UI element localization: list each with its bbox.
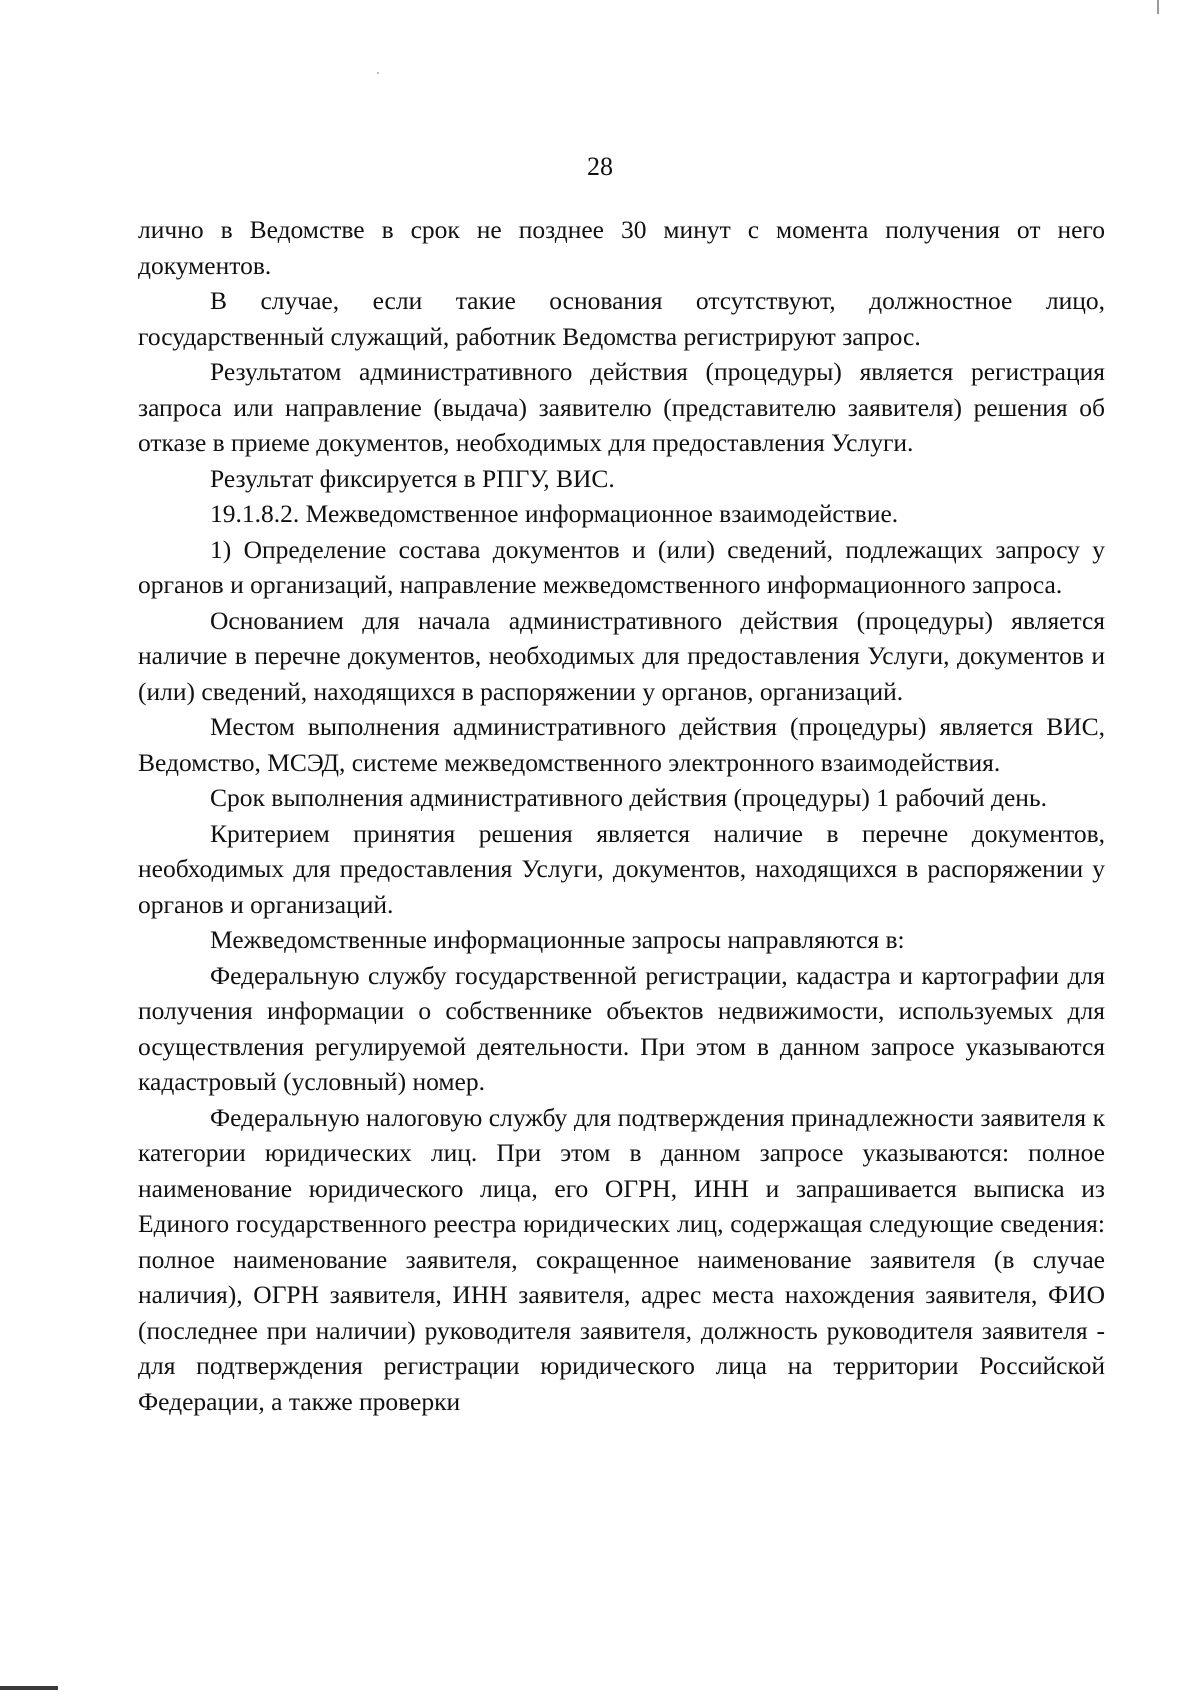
paragraph: Основанием для начала административного действия (процедуры) является наличие в перечне документов, необходимых для предоставления Услуги, документов и (или) сведений, находящихся в распоряжении у органов, организаций.	[138, 605, 1105, 706]
paragraph: Местом выполнения административного действия (процедуры) является ВИС, Ведомство, МСЭД, системе межведомственного электронного взаимодействия.	[138, 712, 1105, 777]
paragraph: Срок выполнения административного действия (процедуры) 1 рабочий день.	[210, 783, 1047, 812]
scan-artifact-edge	[0, 1686, 58, 1690]
section-heading: 19.1.8.2. Межведомственное информационное взаимодействие.	[210, 499, 899, 528]
scan-artifact-dot	[377, 72, 379, 74]
paragraph: Федеральную налоговую службу для подтверждения принадлежности заявителя к категории юридических лиц. При этом в данном запросе указываются: полное наименование юридического лица, его ОГРН, ИНН и запрашивается выписка из Единого государственного реестра юридических лиц, содержащая следующие сведения: полное наименование заявителя, сокращенное наименование заявителя (в случае наличия), ОГРН заявителя, ИНН заявителя, адрес места нахождения заявителя, ФИО (последнее при наличии) руководителя заявителя, должность руководителя заявителя - для подтверждения регистрации юридического лица на территории Российской Федерации, а также проверки	[138, 1102, 1105, 1416]
paragraph: В случае, если такие основания отсутствуют, должностное лицо, государственный служащий, работник Ведомства регистрируют запрос.	[138, 286, 1105, 351]
document-body	[138, 212, 1105, 1419]
scan-artifact-mark	[1157, 0, 1159, 14]
page-number: 28	[587, 152, 613, 181]
paragraph: 1) Определение состава документов и (или) сведений, подлежащих запросу у органов и организаций, направление межведомственного информационного запроса.	[138, 534, 1105, 599]
paragraph: Результат фиксируется в РПГУ, ВИС.	[210, 463, 615, 493]
paragraph: лично в Ведомстве в срок не позднее 30 минут с момента получения от него документов.	[138, 215, 1105, 280]
paragraph: Критерием принятия решения является наличие в перечне документов, необходимых для предоставления Услуги, документов, находящихся в распоряжении у органов и организаций.	[138, 818, 1105, 919]
paragraph: Результатом административного действия (процедуры) является регистрация запроса или направление (выдача) заявителю (представителю заявителя) решения об отказе в приеме документов, необходимых для предоставления Услуги.	[138, 357, 1105, 457]
paragraph: Межведомственные информационные запросы направляются в:	[210, 925, 905, 954]
paragraph: Федеральную службу государственной регистрации, кадастра и картографии для получения информации о собственнике объектов недвижимости, используемых для осуществления регулируемой деятельности. При этом в данном запросе указываются кадастровый (условный) номер.	[138, 960, 1105, 1096]
